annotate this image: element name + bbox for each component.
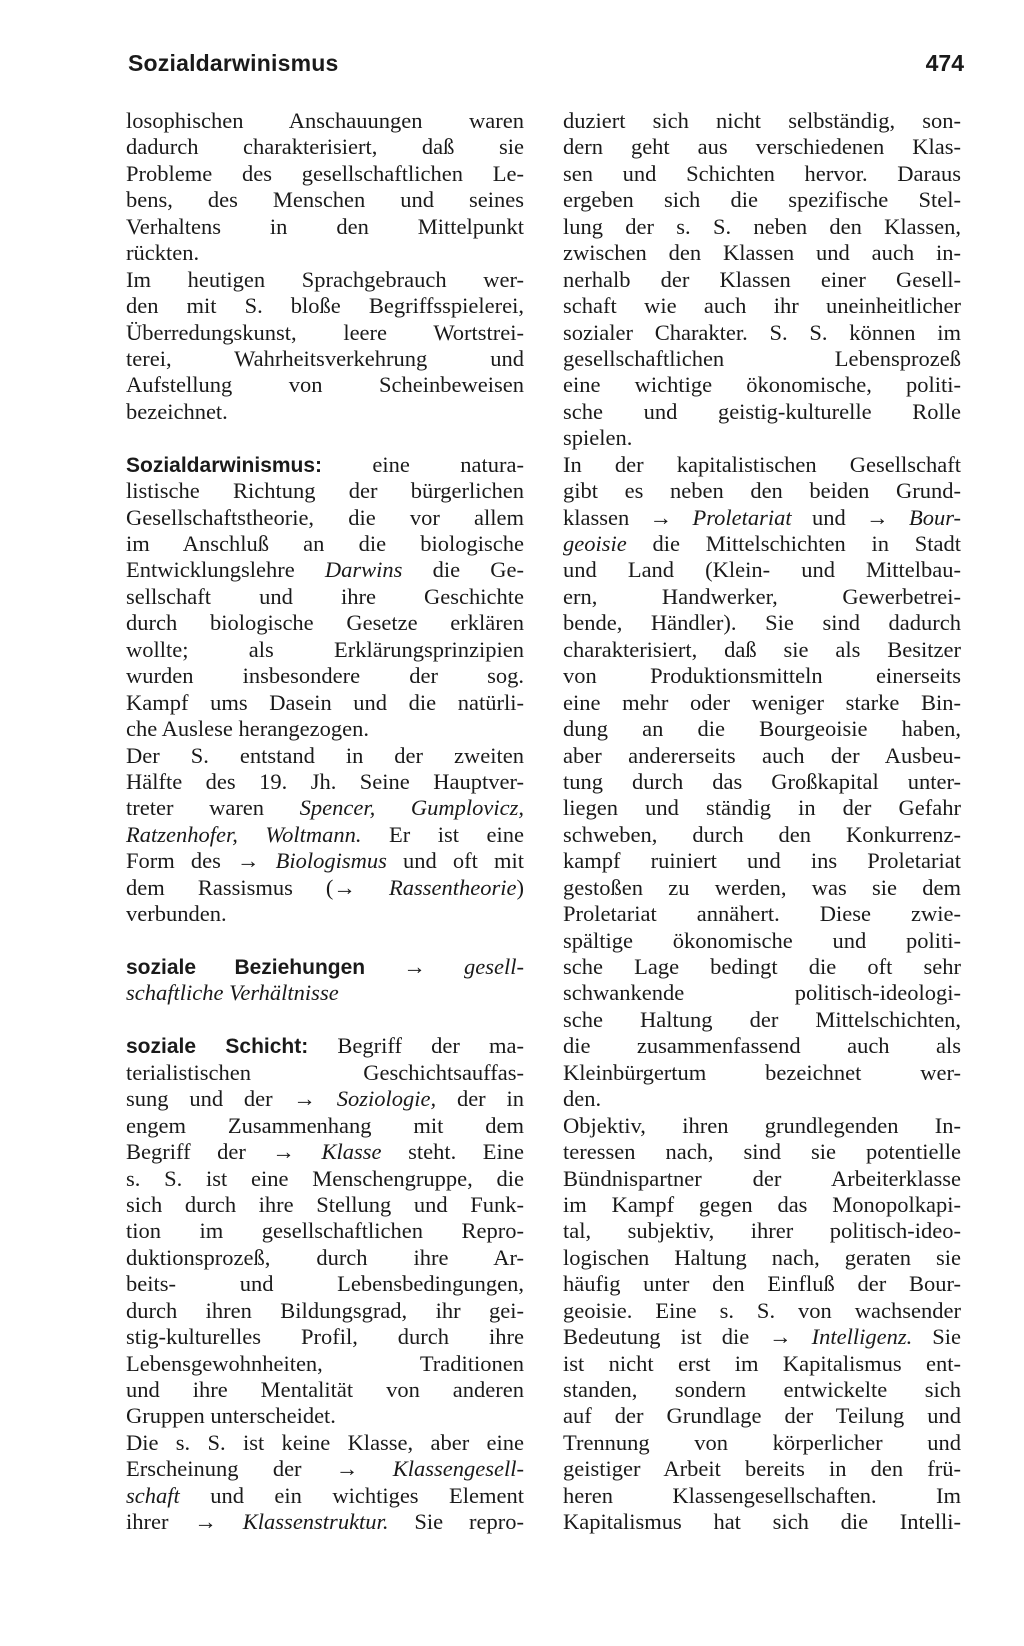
running-head: Sozialdarwinismus: [128, 50, 339, 76]
text-line: den mit S. bloße Begriffsspielerei,: [126, 293, 524, 319]
text-line: teressen nach, sind sie potentielle: [563, 1139, 961, 1165]
text-line: dern geht aus verschiedenen Klas-: [563, 134, 961, 160]
text-line: sellschaft und ihre Geschichte: [126, 583, 524, 609]
text-line: terei, Wahrheitsverkehrung und: [126, 345, 524, 371]
text-line: rückten.: [126, 240, 200, 266]
text-line: tung durch das Großkapital unter-: [563, 768, 961, 794]
text-line: und Land (Klein- und Mittelbau-: [563, 557, 961, 583]
text-line: gibt es neben den beiden Grund-: [563, 478, 961, 504]
text-line: s. S. ist eine Menschengruppe, die: [126, 1165, 524, 1191]
text-line: soziale Beziehungen → gesell-: [126, 954, 525, 979]
text-line: Im heutigen Sprachgebrauch wer-: [126, 266, 524, 292]
text-line: liegen und ständig in der Gefahr: [563, 795, 961, 821]
text-line: zwischen den Klassen und auch in-: [563, 240, 961, 266]
text-line: soziale Schicht: Begriff der ma-: [126, 1033, 524, 1059]
text-line: tal, subjektiv, ihrer politisch-ideo-: [563, 1218, 961, 1244]
cross-reference: schaft: [126, 1482, 180, 1508]
name-reference: Darwins: [324, 557, 403, 583]
entry-keyword: soziale Beziehungen: [126, 956, 366, 979]
text-line: klassen → Proletariat und → Bour-: [563, 504, 961, 530]
text-line: Lebensgewohnheiten, Traditionen: [126, 1350, 524, 1376]
text-line: schweben, durch den Konkurrenz-: [563, 821, 961, 847]
text-line: den.: [563, 1086, 602, 1112]
cross-reference: Rassentheorie: [389, 874, 517, 900]
entry-keyword: soziale Schicht:: [126, 1035, 309, 1059]
page-number: 474: [925, 50, 964, 76]
text-line: häufig unter den Einfluß der Bour-: [563, 1271, 961, 1297]
text-line: sen und Schichten hervor. Daraus: [563, 160, 961, 186]
page-header: [128, 50, 964, 86]
text-line: heren Klassengesellschaften. Im: [563, 1482, 961, 1508]
text-line: geistiger Arbeit bereits in den frü-: [563, 1456, 961, 1482]
text-line: lung der s. S. neben den Klassen,: [563, 213, 961, 239]
text-line: spältige ökonomische und politi-: [563, 927, 961, 953]
cross-reference: geoisie: [563, 531, 627, 556]
text-line: schwankende politisch-ideologi-: [563, 980, 961, 1006]
text-line: Verhaltens in den Mittelpunkt: [126, 213, 524, 239]
text-line: bezeichnet.: [126, 398, 228, 424]
text-line: terialistischen Geschichtsauffas-: [126, 1059, 524, 1085]
text-line: Ratzenhofer, Woltmann. Er ist eine: [126, 821, 524, 847]
text-line: Bedeutung ist die → Intelligenz. Sie: [563, 1324, 961, 1350]
text-line: ern, Handwerker, Gewerbetrei-: [563, 583, 961, 609]
text-line: treter waren Spencer, Gumplovicz,: [126, 795, 524, 821]
text-line: ergeben sich die spezifische Stel-: [563, 187, 961, 213]
cross-reference: Klassengesell-: [392, 1456, 524, 1482]
text-line: die zusammenfassend auch als: [563, 1033, 961, 1059]
text-line: Trennung von körperlicher und: [563, 1429, 961, 1455]
text-line: Proletariat annähert. Diese zwie-: [563, 901, 961, 927]
text-line: tion im gesellschaftlichen Repro-: [126, 1218, 524, 1244]
text-line: im Kampf gegen das Monopolkapi-: [563, 1191, 961, 1217]
text-line: listische Richtung der bürgerlichen: [126, 478, 524, 504]
text-line: durch biologische Gesetze erklären: [126, 610, 524, 636]
name-reference: Spencer, Gumplovicz,: [299, 795, 524, 821]
text-line: losophischen Anschauungen waren: [126, 108, 524, 133]
text-line: Kampf ums Dasein und die natürli-: [126, 689, 524, 715]
text-line: In der kapitalistischen Gesellschaft: [563, 451, 961, 477]
text-line: durch ihren Bildungsgrad, ihr gei-: [126, 1297, 524, 1323]
text-line: dung an die Bourgeoisie haben,: [563, 716, 961, 742]
entry-soziale-schicht: [126, 1033, 524, 1535]
text-line: logischen Haltung nach, geraten sie: [563, 1244, 961, 1270]
text-line: engem Zusammenhang mit dem: [126, 1112, 524, 1138]
text-line: wurden insbesondere der sog.: [126, 663, 524, 689]
text-line: Überredungskunst, leere Wortstrei-: [126, 319, 524, 345]
text-line: dem Rassismus (→ Rassentheorie): [126, 874, 524, 900]
text-line: sche Haltung der Mittelschichten,: [563, 1006, 961, 1032]
text-line: ist nicht erst im Kapitalismus ent-: [563, 1350, 961, 1376]
cross-reference: schaftliche Verhältnisse: [126, 980, 339, 1006]
cross-reference: gesell-: [464, 954, 525, 979]
text-line: bens, des Menschen und seines: [126, 187, 524, 213]
text-line: Gruppen unterscheidet.: [126, 1403, 336, 1429]
text-line: beits- und Lebensbedingungen,: [126, 1271, 524, 1297]
text-line: che Auslese herangezogen.: [126, 716, 370, 742]
text-line: Begriff der → Klasse steht. Eine: [126, 1139, 524, 1165]
text-line: und ihre Mentalität von anderen: [126, 1377, 524, 1402]
text-line: Form des → Biologismus und oft mit: [126, 848, 525, 874]
cross-reference: Biologismus: [275, 848, 387, 874]
text-line: geoisie die Mittelschichten in Stadt: [563, 531, 961, 556]
text-line: dadurch charakterisiert, daß sie: [126, 134, 524, 160]
text-line: Erscheinung der → Klassengesell-: [126, 1456, 524, 1482]
text-line: Hälfte des 19. Jh. Seine Hauptver-: [126, 768, 524, 794]
text-line: Kapitalismus hat sich die Intelli-: [563, 1509, 961, 1535]
entry-keyword: Sozialdarwinismus:: [126, 453, 323, 477]
text-line: bende, Händler). Sie sind dadurch: [563, 610, 961, 636]
text-line: spielen.: [563, 425, 633, 451]
text-line: im Anschluß an die biologische: [126, 531, 524, 556]
text-line: sich durch ihre Stellung und Funk-: [126, 1191, 524, 1217]
text-line: Bündnispartner der Arbeiterklasse: [563, 1165, 961, 1191]
text-line: sche und geistig-kulturelle Rolle: [563, 398, 961, 424]
text-line: standen, sondern entwickelte sich: [563, 1377, 961, 1402]
text-line: gesellschaftlichen Lebensprozeß: [563, 345, 961, 371]
text-line: sche Lage bedingt die oft sehr: [563, 954, 961, 979]
text-line: charakterisiert, daß sie als Besitzer: [563, 636, 961, 662]
text-line: Kleinbürgertum bezeichnet wer-: [563, 1059, 961, 1085]
text-line: duktionsprozeß, durch ihre Ar-: [126, 1244, 524, 1270]
text-line: verbunden.: [126, 901, 227, 927]
text-line: nerhalb der Klassen einer Gesell-: [563, 266, 961, 292]
text-line: sung und der → Soziologie, der in: [126, 1086, 524, 1112]
text-line: Aufstellung von Scheinbeweisen: [126, 372, 524, 398]
text-line: Entwicklungslehre Darwins die Ge-: [126, 557, 524, 583]
cross-reference: Intelligenz.: [811, 1324, 913, 1350]
cross-reference: Proletariat: [692, 504, 792, 530]
text-line: stig-kulturelles Profil, durch ihre: [126, 1324, 524, 1350]
text-line: Der S. entstand in der zweiten: [126, 742, 524, 768]
text-line: eine mehr oder weniger starke Bin-: [563, 689, 961, 715]
cross-reference: Soziologie,: [336, 1086, 437, 1112]
cross-reference: Klassenstruktur.: [242, 1509, 389, 1535]
text-line: Sozialdarwinismus: eine natura-: [126, 451, 524, 477]
left-column: [126, 108, 524, 1536]
text-line: ihrer → Klassenstruktur. Sie repro-: [126, 1509, 524, 1535]
entry-sozialdarwinismus: [126, 452, 524, 928]
text-line: sozialer Charakter. S. S. können im: [563, 319, 961, 345]
text-line: eine wichtige ökonomische, politi-: [563, 372, 961, 398]
right-column: [563, 108, 961, 1536]
cross-reference: Klasse: [321, 1139, 382, 1165]
text-line: geoisie. Eine s. S. von wachsender: [563, 1297, 961, 1323]
cross-reference: Bour-: [908, 504, 961, 530]
text-line: auf der Grundlage der Teilung und: [563, 1403, 961, 1429]
text-line: Gesellschaftstheorie, die vor allem: [126, 504, 524, 530]
text-line: [126, 980, 524, 1006]
name-reference: Ratzenhofer, Woltmann.: [126, 821, 362, 847]
paragraph-sophistik-continuation: [126, 108, 524, 425]
text-line: aber andererseits auch der Ausbeu-: [563, 742, 961, 768]
text-line: wollte; als Erklärungsprinzipien: [126, 636, 524, 662]
text-line: duziert sich nicht selbständig, son-: [563, 108, 961, 133]
entry-soziale-beziehungen: [126, 954, 524, 1007]
text-line: schaft wie auch ihr uneinheitlicher: [563, 293, 961, 319]
text-line: kampf ruiniert und ins Proletariat: [563, 848, 961, 874]
text-line: gestoßen zu werden, was sie dem: [563, 874, 961, 900]
text-line: Probleme des gesellschaftlichen Le-: [126, 160, 524, 186]
text-line: Objektiv, ihren grundlegenden In-: [563, 1112, 961, 1138]
text-line: schaft und ein wichtiges Element: [126, 1482, 524, 1508]
text-line: Die s. S. ist keine Klasse, aber eine: [126, 1429, 524, 1455]
text-line: von Produktionsmitteln einerseits: [563, 663, 961, 689]
